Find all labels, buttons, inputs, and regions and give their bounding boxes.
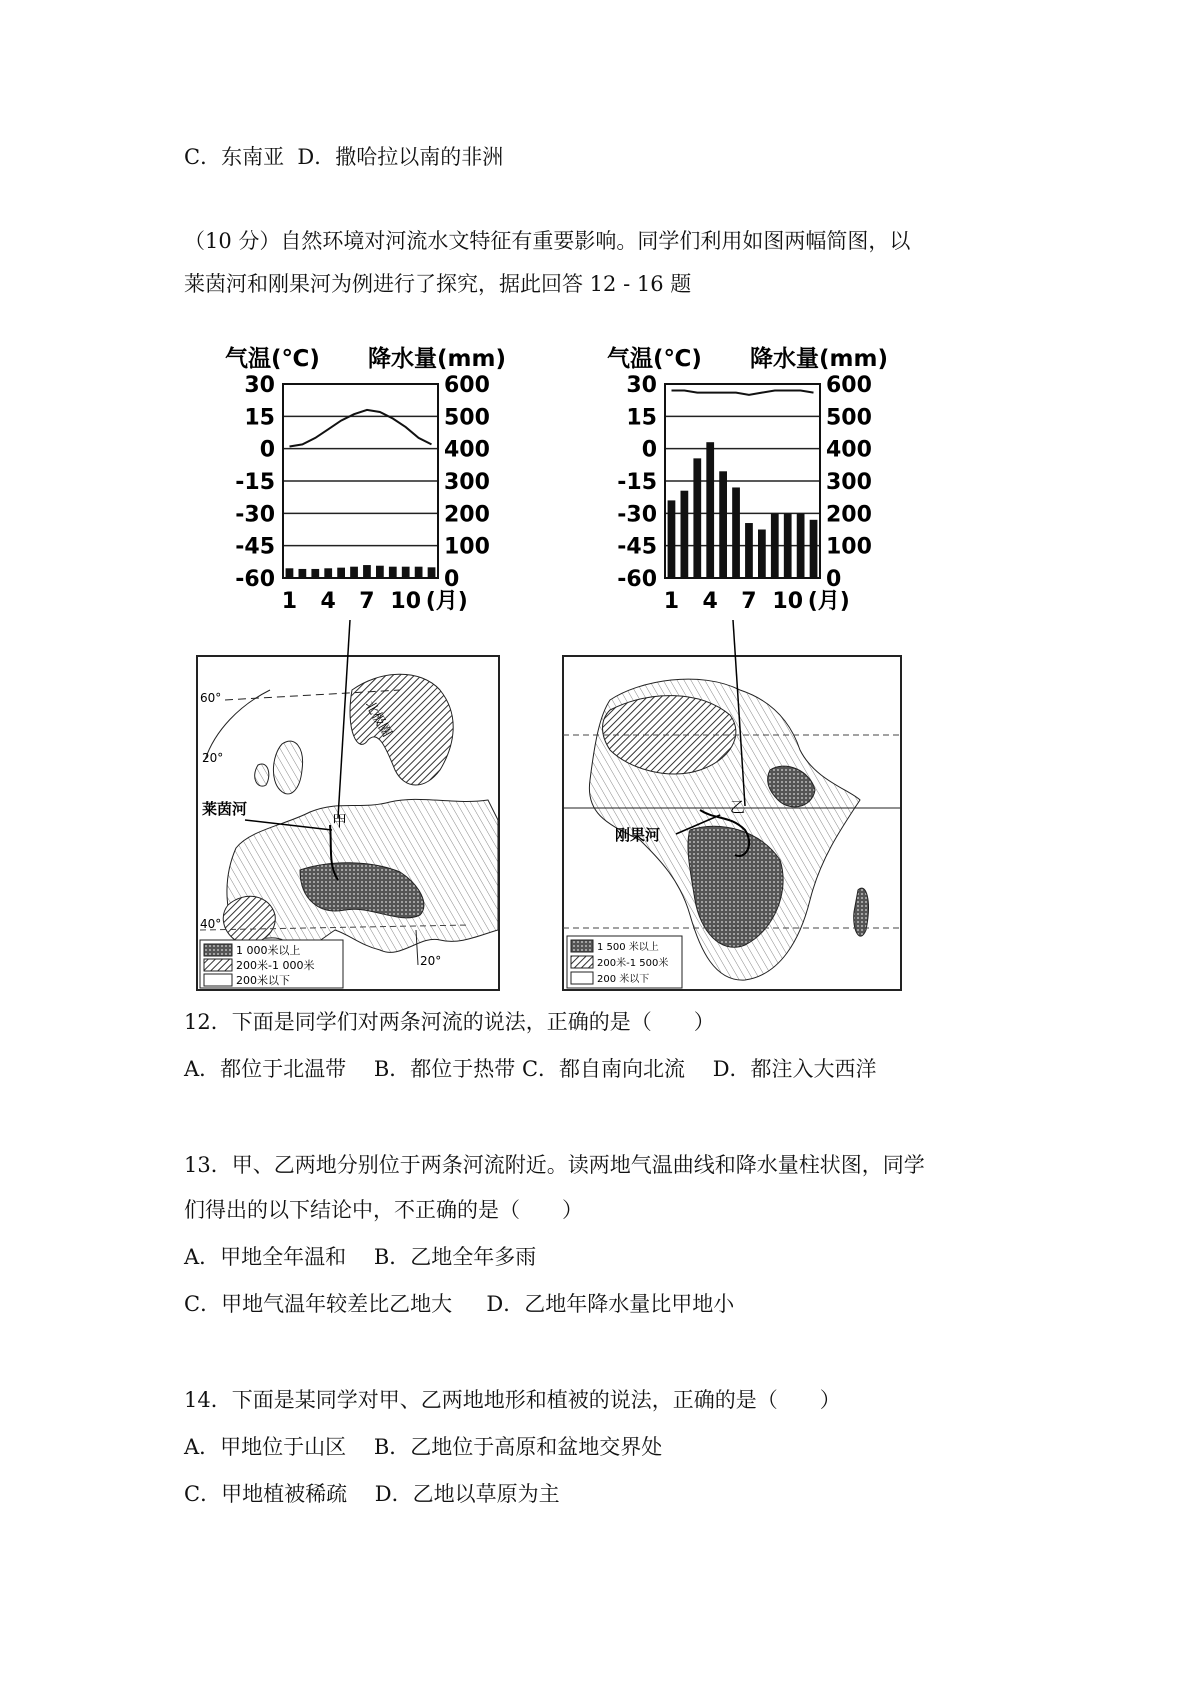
- precipitation-tick-label: 200: [444, 502, 490, 528]
- temperature-axis-title: 气温(℃): [607, 346, 702, 372]
- question-12-options: A．都位于北温带 B．都位于热带 C．都自南向北流 D．都注入大西洋: [184, 1057, 877, 1081]
- precipitation-bar: [810, 520, 818, 578]
- month-unit-label: (月): [425, 589, 468, 614]
- month-tick-label: 7: [359, 589, 375, 614]
- temperature-tick-label: -45: [235, 534, 275, 560]
- precipitation-axis-title: 降水量(mm): [368, 346, 506, 372]
- temperature-tick-label: -30: [235, 502, 275, 528]
- precipitation-bar: [337, 568, 345, 578]
- precipitation-tick-label: 0: [444, 567, 460, 592]
- precipitation-bar: [428, 567, 436, 578]
- month-tick-label: 10: [772, 589, 804, 614]
- africa-legend-low: 200 米以下: [597, 974, 650, 985]
- temperature-tick-label: -45: [617, 534, 657, 560]
- question-13-line-2: 们得出的以下结论中，不正确的是（ ）: [184, 1198, 583, 1222]
- precipitation-bar: [668, 500, 676, 578]
- month-tick-label: 10: [390, 589, 422, 614]
- africa-legend-mid: 200米-1 500米: [597, 958, 669, 969]
- africa-legend-swatch-mid: [571, 956, 593, 968]
- precipitation-bar: [797, 513, 805, 578]
- month-tick-label: 7: [741, 589, 757, 614]
- precipitation-bar: [311, 569, 319, 578]
- precipitation-bar: [415, 567, 423, 578]
- precipitation-bar: [693, 458, 701, 578]
- precipitation-bar: [706, 442, 714, 578]
- latitude-60-label: 60°: [200, 691, 222, 705]
- question-13-options-ab: A．甲地全年温和 B．乙地全年多雨: [184, 1245, 537, 1269]
- precipitation-bar: [771, 513, 779, 578]
- precipitation-axis-title: 降水量(mm): [750, 346, 888, 372]
- precipitation-tick-label: 0: [826, 567, 842, 592]
- question-14-options-ab: A．甲地位于山区 B．乙地位于高原和盆地交界处: [184, 1435, 663, 1459]
- europe-legend-mid: 200米-1 000米: [236, 959, 315, 972]
- precipitation-bar: [299, 569, 307, 578]
- precipitation-bar: [286, 568, 294, 578]
- temperature-tick-label: 15: [244, 405, 275, 431]
- precipitation-bar: [376, 566, 384, 578]
- precipitation-bar: [745, 523, 753, 578]
- question-14: 14．下面是某同学对甲、乙两地地形和植被的说法，正确的是（ ）: [184, 1388, 841, 1412]
- europe-legend-low: 200米以下: [236, 974, 290, 987]
- latitude-20-label: 20°: [202, 751, 224, 765]
- precipitation-bar: [758, 530, 766, 579]
- arctic-circle-label: 北极圈: [361, 698, 395, 740]
- precipitation-tick-label: 100: [826, 534, 872, 560]
- precipitation-tick-label: 400: [444, 437, 490, 463]
- precipitation-tick-label: 500: [444, 405, 490, 431]
- temperature-tick-label: -60: [617, 567, 657, 592]
- question-13-options-cd: C．甲地气温年较差比乙地大 D．乙地年降水量比甲地小: [184, 1292, 735, 1316]
- precipitation-bar: [402, 567, 410, 578]
- longitude-20-label: 20°: [420, 954, 442, 968]
- month-tick-label: 4: [702, 589, 718, 614]
- temperature-line: [672, 391, 814, 395]
- temperature-axis-title: 气温(℃): [225, 346, 320, 372]
- precipitation-bar: [719, 471, 727, 578]
- legend-swatch-high: [204, 944, 232, 956]
- precipitation-tick-label: 200: [826, 502, 872, 528]
- section-intro-line-2: 莱茵河和刚果河为例进行了探究，据此回答 12 - 16 题: [184, 272, 692, 296]
- africa-legend-swatch-high: [571, 940, 593, 952]
- precipitation-bar: [732, 487, 740, 578]
- africa-legend-swatch-low: [571, 972, 593, 984]
- month-tick-label: 4: [320, 589, 336, 614]
- question-13-line-1: 13．甲、乙两地分别位于两条河流附近。读两地气温曲线和降水量柱状图，同学: [184, 1153, 925, 1177]
- precipitation-bar: [784, 513, 792, 578]
- temperature-tick-label: 15: [626, 405, 657, 431]
- month-tick-label: 1: [281, 589, 298, 614]
- legend-swatch-low: [204, 974, 232, 986]
- temperature-tick-label: 30: [626, 373, 657, 398]
- previous-question-options: C．东南亚 D．撒哈拉以南的非洲: [184, 145, 504, 169]
- month-unit-label: (月): [807, 589, 850, 614]
- temperature-tick-label: -60: [235, 567, 275, 592]
- rhine-river-label: 莱茵河: [202, 800, 248, 818]
- europe-legend-high: 1 000米以上: [236, 944, 301, 957]
- temperature-tick-label: 0: [259, 437, 275, 463]
- temperature-tick-label: -30: [617, 502, 657, 528]
- congo-river-label: 刚果河: [615, 826, 661, 844]
- temperature-tick-label: -15: [235, 470, 275, 495]
- precipitation-tick-label: 300: [444, 470, 490, 495]
- africa-legend-high: 1 500 米以上: [597, 942, 659, 953]
- climate-chart-right: [607, 345, 888, 614]
- precipitation-bar: [350, 567, 358, 578]
- precipitation-bar: [681, 491, 689, 578]
- precipitation-tick-label: 400: [826, 437, 872, 463]
- precipitation-tick-label: 100: [444, 534, 490, 560]
- precipitation-tick-label: 600: [826, 373, 872, 398]
- precipitation-tick-label: 300: [826, 470, 872, 495]
- question-12: 12．下面是同学们对两条河流的说法，正确的是（ ）: [184, 1010, 715, 1034]
- point-yi-label: 乙: [730, 798, 746, 816]
- precipitation-tick-label: 600: [444, 373, 490, 398]
- precipitation-bar: [324, 568, 332, 578]
- africa-map: [563, 620, 901, 990]
- latitude-40-label: 40°: [200, 917, 222, 931]
- question-14-options-cd: C．甲地植被稀疏 D．乙地以草原为主: [184, 1482, 560, 1506]
- legend-swatch-mid: [204, 959, 232, 971]
- temperature-tick-label: 30: [244, 373, 275, 398]
- precipitation-tick-label: 500: [826, 405, 872, 431]
- temperature-line: [290, 410, 432, 447]
- precipitation-bar: [363, 565, 371, 578]
- month-tick-label: 1: [663, 589, 680, 614]
- point-jia-label: 甲: [332, 812, 348, 830]
- temperature-tick-label: -15: [617, 470, 657, 495]
- section-intro-line-1: （10 分）自然环境对河流水文特征有重要影响。同学们利用如图两幅简图，以: [184, 229, 911, 253]
- climate-chart-left: [225, 345, 506, 614]
- europe-map: [197, 620, 499, 990]
- precipitation-bar: [389, 567, 397, 578]
- temperature-tick-label: 0: [641, 437, 657, 463]
